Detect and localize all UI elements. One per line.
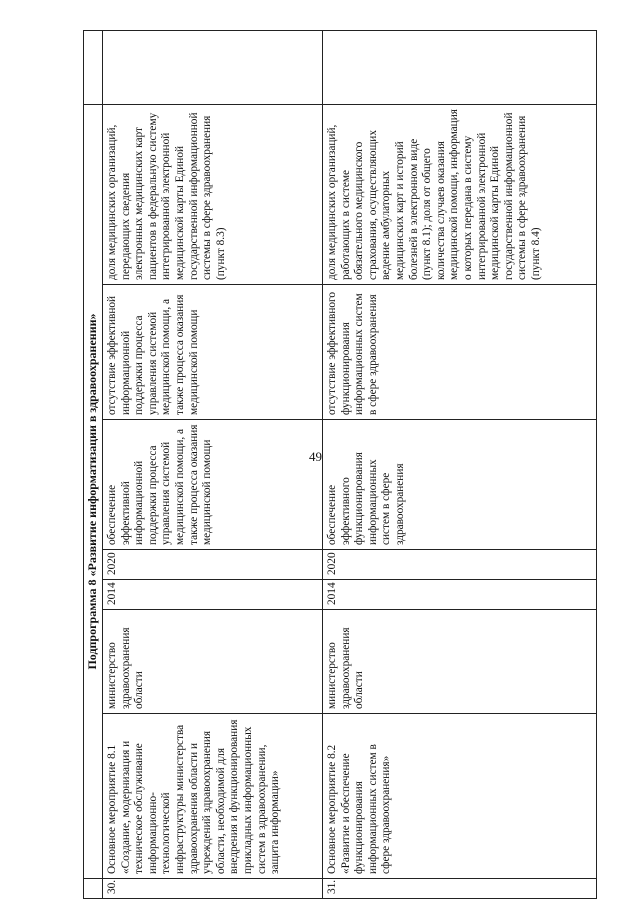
subprogram-header-row [84,31,103,899]
executor-cell: министерство здравоохранения области [103,610,323,714]
page-number: 49 [309,449,322,464]
subprogram-header-blank [84,879,103,899]
table-row [103,31,323,899]
indicator-cell: доля медицинских организаций, передающих сведения электронных медицинских карт пациентов в федеральную систему интегрированной электронной медицинской карты Единой государственной информационной системы в сфере здравоохранения (пункт 8.3) [103,105,323,285]
rotated-table-container [83,31,597,899]
end-year-cell: 2020 [103,550,323,580]
expected-result-cell: обеспечение эффективной информационной поддержки процесса управления системой медицинской помощи, а также процесса оказания медицинской помощи [103,420,323,550]
table-row [323,31,597,899]
empty-cell [323,31,597,105]
subprogram-header-tail [84,31,103,105]
executor-cell: министерство здравоохранения области [323,610,597,714]
start-year-cell: 2014 [323,580,597,610]
consequence-cell: отсутствие эффективной информационной поддержки процесса управления системой медицинской помощи, а также процесса оказания медицинской помощи [103,285,323,420]
subprogram-title: Подпрограмма 8 «Развитие информатизации в здравоохранении» [84,105,103,879]
indicator-cell: доля медицинских организаций, работающих в системе обязательного медицинского страхования, осуществляющих ведение амбулаторных медицинских карт и историй болезней в электронном виде (пункт 8.1); доля от общего количества случаев оказания медицинской помощи, информация о которых передана в систему интегрированной электронной медицинской карты Единой государственной информационной системы в сфере здравоохранения (пункт 8.4) [323,105,597,285]
empty-cell [103,31,323,105]
consequence-cell: отсутствие эффективного функционирования информационных систем в сфере здравоохранения [323,285,597,420]
activity-cell: Основное мероприятие 8.2 «Развитие и обеспечение функционирования информационных систем в сфере здравоохранения» [323,714,597,879]
end-year-cell: 2020 [323,550,597,580]
row-number: 30. [103,879,323,899]
activity-cell: Основное мероприятие 8.1 «Создание, модернизация и техническое обслуживание информационно-технологической инфраструктуры министерства здравоохранения области и учреждений здравоохранения области, необходимой для внедрения и функционирования прикладных информационных систем в здравоохранении, защита информации» [103,714,323,879]
activities-table [83,30,597,899]
expected-result-cell: обеспечение эффективного функционирования информационных систем в сфере здравоохранения [323,420,597,550]
start-year-cell: 2014 [103,580,323,610]
row-number: 31. [323,879,597,899]
